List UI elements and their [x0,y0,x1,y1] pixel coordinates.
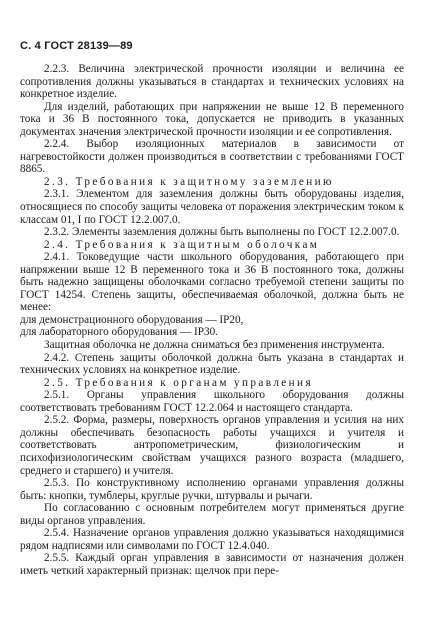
document-body [20,63,404,577]
paragraph-other-controls: По согласованию с основным потребителем могут применяться другие виды органов управления. [20,502,404,527]
section-heading-2-5: 2.5. Требования к органам управления [44,376,313,389]
section-heading-2-3: 2.3. Требования к защитному заземлению [44,175,334,188]
paragraph-2-3-2: 2.3.2. Элементы заземления должны быть выполнены по ГОСТ 12.2.007.0. [44,226,400,239]
paragraph-low-voltage-note: Для изделий, работающих при напряжении не выше 12 В переменного тока и 36 В постоянного тока, допускается не приводить в указанных документах значения электрической прочности изоляции и ее сопротивления. [20,100,404,138]
paragraph-enclosure-removal: Защитная оболочка не должна сниматься без применения инструмента. [44,339,385,352]
paragraph-2-2-3: 2.2.3. Величина электрической прочности изоляции и величина ее сопротивления должны указываться в стандартах и технических условиях на конкретное изделие. [20,63,404,101]
paragraph-2-3-1: 2.3.1. Элементом для заземления должны быть оборудованы изделия, относящиеся по способу защиты человека от поражения электрическим током к классам 01, I по ГОСТ 12.2.007.0. [20,188,404,226]
paragraph-2-5-1: 2.5.1. Органы управления школьного оборудования должны соответствовать требованиям ГОСТ 12.2.064 и настоящего стандарта. [20,389,404,414]
paragraph-2-4-2: 2.4.2. Степень защиты оболочкой должна быть указана в стандартах и технических условиях на конкретное изделие. [20,351,404,377]
paragraph-2-5-2: 2.5.2. Форма, размеры, поверхность органов управления и усилия на них должны обеспечивать безопасность работы учащихся и учителя и соответствовать антропометрическим, физиологическим и психофизиологическим свойствам учащихся разного возраста (младшего, среднего и старшего) и учителя. [20,414,404,477]
page-header: С. 4 ГОСТ 28139—89 [20,40,133,52]
paragraph-2-5-3: 2.5.3. По конструктивному исполнению органами управления должны быть: кнопки, тумблеры, круглые ручки, штурвалы и рычаги. [20,477,404,502]
paragraph-2-5-4: 2.5.4. Назначение органов управления должно указываться находящимися рядом надписями или символами по ГОСТ 12.4.040. [20,527,404,552]
paragraph-2-2-4: 2.2.4. Выбор изоляционных материалов в зависимости от нагревостойкости должен производиться в соответствии с требованиями ГОСТ 8865. [20,138,404,176]
list-item-lab-equipment: для лабораторного оборудования — IP30. [20,326,218,339]
paragraph-2-5-5: 2.5.5. Каждый орган управления в зависимости от назначения должен иметь четкий характерный признак: щелчок при пере- [20,552,404,577]
list-item-demo-equipment: для демонстрационного оборудования — IP20, [20,313,244,326]
section-heading-2-4: 2.4. Требования к защитным оболочкам [44,238,320,251]
paragraph-2-4-1: 2.4.1. Токоведущие части школьного оборудования, работающего при напряжении выше 12 В переменного тока и 36 В постоянного тока, должны быть надежно защищены оболочками согласно требуемой степени защиты по ГОСТ 14254. Степень защиты, обеспечиваемая оболочкой, должна быть не менее: [20,251,404,314]
